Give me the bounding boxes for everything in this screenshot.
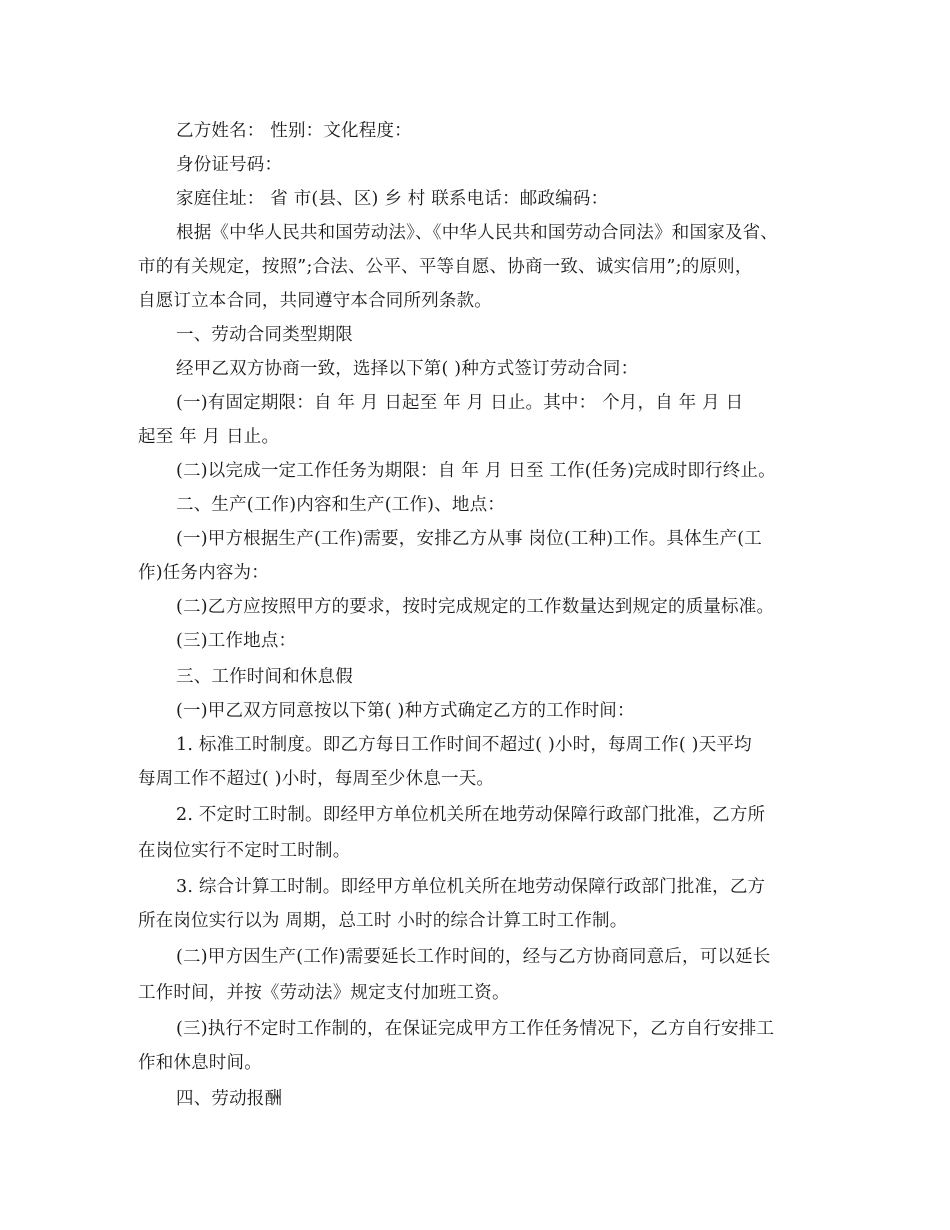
paragraph-line: 所在岗位实行以为 周期，总工时 小时的综合计算工时工作制。 [138, 911, 628, 931]
preamble-line-3: 自愿订立本合同，共同遵守本合同所列条款。 [138, 291, 492, 311]
paragraph-line: 1. 标准工时制度。即乙方每日工作时间不超过( )小时，每周工作( )天平均 [176, 735, 752, 755]
paragraph-line: 作)任务内容为： [138, 563, 269, 583]
section-heading-3: 三、工作时间和休息假 [176, 667, 353, 687]
paragraph-line: (二)甲方因生产(工作)需要延长工作时间的，经与乙方协商同意后，可以延长 [176, 947, 771, 967]
id-number-line: 身份证号码： [176, 155, 283, 175]
paragraph-line: 起至 年 月 日止。 [138, 427, 280, 447]
paragraph-line: (一)甲方根据生产(工作)需要，安排乙方从事 岗位(工种)工作。具体生产(工 [176, 529, 762, 549]
paragraph-line: 每周工作不超过( )小时，每周至少休息一天。 [138, 769, 495, 789]
paragraph-line: 在岗位实行不定时工时制。 [138, 841, 351, 861]
preamble-line-1: 根据《中华人民共和国劳动法》、《中华人民共和国劳动合同法》和国家及省、 [176, 223, 778, 243]
home-address-line: 家庭住址： 省 市(县、区) 乡 村 联系电话：邮政编码： [176, 189, 609, 209]
paragraph-line: (二)乙方应按照甲方的要求，按时完成规定的工作数量达到规定的质量标准。 [176, 597, 775, 617]
paragraph-line: 作和休息时间。 [138, 1053, 262, 1073]
section-heading-4: 四、劳动报酬 [176, 1089, 283, 1109]
section-heading-1: 一、劳动合同类型期限 [176, 325, 353, 345]
preamble-line-2: 市的有关规定，按照”;合法、公平、平等自愿、协商一致、诚实信用”;的原则， [138, 257, 753, 277]
paragraph-line: (三)工作地点： [176, 631, 297, 651]
section-heading-2: 二、生产(工作)内容和生产(工作)、地点： [176, 495, 506, 515]
paragraph-line: 3. 综合计算工时制。即经甲方单位机关所在地劳动保障行政部门批准，乙方 [176, 877, 766, 897]
party-b-name-line: 乙方姓名： 性别：文化程度： [176, 121, 412, 141]
paragraph-line: 经甲乙双方协商一致，选择以下第( )种方式签订劳动合同： [176, 359, 639, 379]
paragraph-line: 工作时间，并按《劳动法》规定支付加班工资。 [138, 983, 510, 1003]
paragraph-line: (三)执行不定时工作制的，在保证完成甲方工作任务情况下，乙方自行安排工 [176, 1019, 775, 1039]
paragraph-line: (二)以完成一定工作任务为期限：自 年 月 日至 工作(任务)完成时即行终止。 [176, 461, 776, 481]
paragraph-line: 2. 不定时工时制。即经甲方单位机关所在地劳动保障行政部门批准，乙方所 [176, 805, 766, 825]
paragraph-line: (一)有固定期限：自 年 月 日起至 年 月 日止。其中： 个月，自 年 月 日 [176, 393, 744, 413]
paragraph-line: (一)甲乙双方同意按以下第( )种方式确定乙方的工作时间： [176, 701, 635, 721]
